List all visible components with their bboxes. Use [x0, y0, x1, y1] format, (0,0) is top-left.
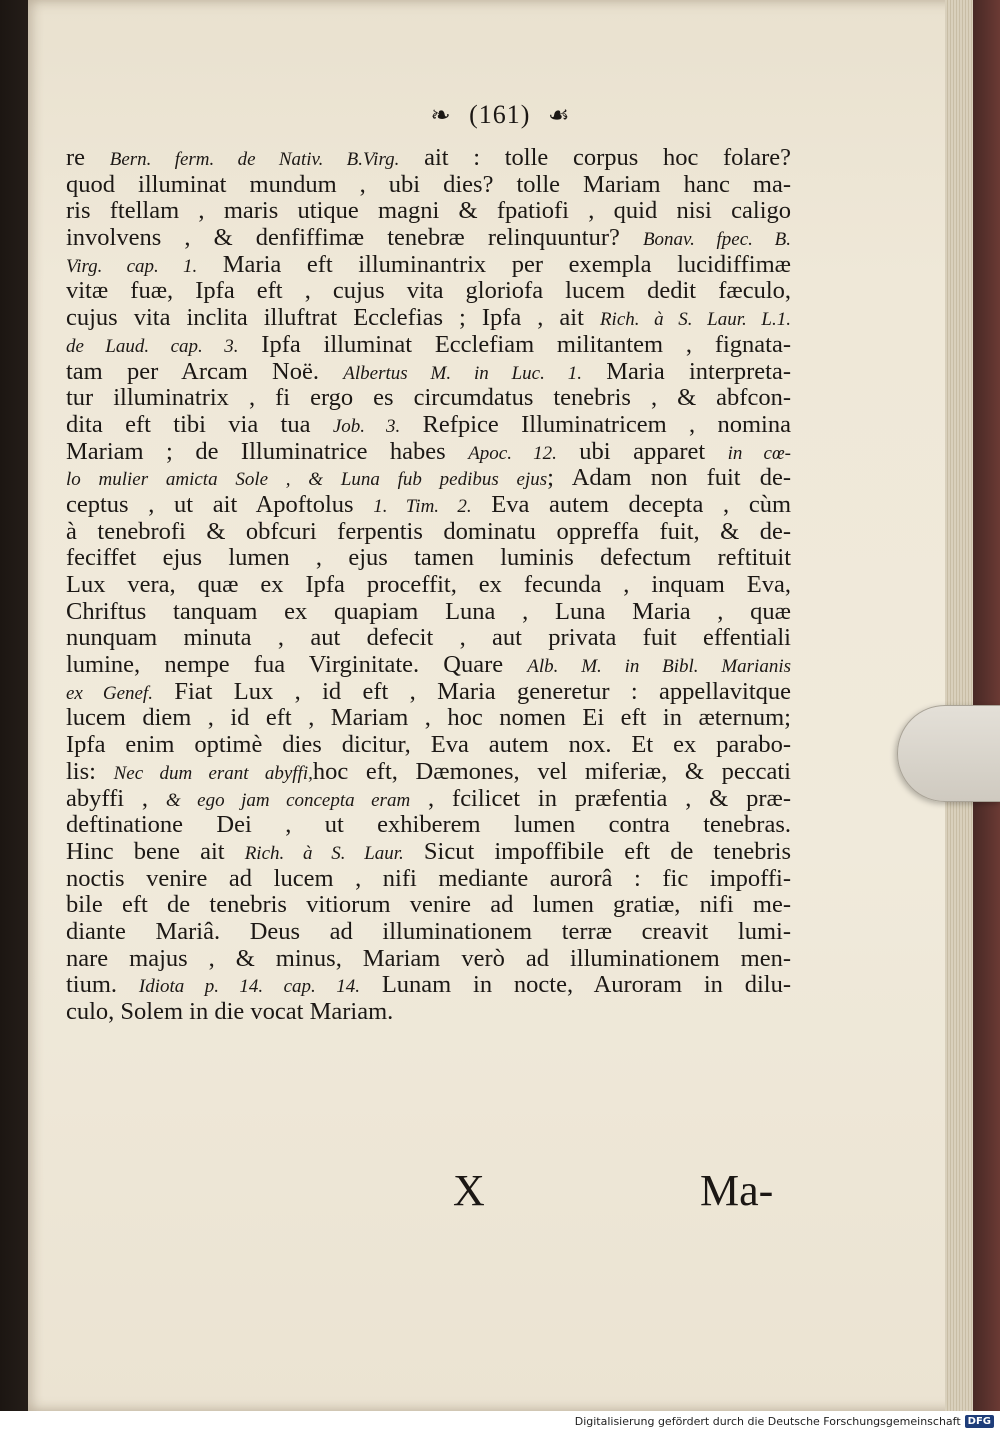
body-text [66, 145, 791, 1026]
text-line [66, 545, 791, 572]
ornament-right-icon: ☙ [547, 103, 571, 129]
text-segment: Hinc bene ait [66, 838, 245, 865]
text-line [66, 439, 791, 466]
text-segment: Lux vera, quæ ex Ipfa proceffit, ex fecunda , inquam Eva, [66, 572, 791, 598]
text-line [66, 759, 791, 786]
text-segment: tur illuminatrix , fi ergo es circumdatus tenebris , & abfcon- [66, 385, 791, 412]
text-segment: lucem diem , id eft , Mariam , hoc nomen Ei eft in æternum; [66, 705, 791, 732]
text-line [66, 999, 791, 1026]
text-segment: diante Mariâ. Deus ad illuminationem terræ creavit lumi- [66, 918, 791, 945]
citation-reference: ex Genef. [66, 682, 153, 704]
text-line [66, 465, 791, 492]
text-line [66, 652, 791, 679]
text-line [66, 866, 791, 893]
text-segment: ait : tolle corpus hoc folare? [399, 145, 791, 171]
text-segment: lis: [66, 758, 114, 785]
text-line [66, 812, 791, 839]
text-line [66, 786, 791, 813]
text-line [66, 705, 791, 732]
text-segment: deftinatione Dei , ut exhiberem lumen contra tenebras. [66, 812, 791, 839]
text-segment: Lunam in nocte, Auroram in dilu- [360, 972, 791, 999]
dfg-logo: DFG [965, 1415, 994, 1428]
text-segment: ceptus , ut ait Apoftolus [66, 491, 374, 518]
citation-reference: lo mulier amicta Sole , & Luna fub pedibus ejus [66, 469, 548, 491]
text-segment: Maria eft illuminantrix per exempla lucidiffimæ [197, 251, 791, 278]
text-segment: noctis venire ad lucem , nifi mediante aurorâ : fic impoffi- [66, 865, 791, 892]
text-line [66, 332, 791, 359]
text-segment: nunquam minuta , aut defecit , aut privata fuit effentiali [66, 625, 791, 652]
ornament-left-icon: ❧ [430, 103, 452, 129]
text-line [66, 892, 791, 919]
citation-reference: Rich. à S. Laur. L.1. [599, 309, 791, 331]
text-segment: , fcilicet in præfentia , & præ- [410, 785, 791, 812]
text-segment: Mariam ; de Illuminatrice habes [66, 438, 469, 465]
text-segment: à tenebrofi & obfcuri ferpentis dominatu oppreffa fuit, & de- [66, 518, 791, 545]
text-segment: tam per Arcam Noë. [66, 358, 344, 385]
text-line [66, 225, 791, 252]
text-line [66, 839, 791, 866]
citation-reference: Rich. à S. Laur. [244, 842, 404, 864]
text-segment: abyffi , [66, 785, 166, 812]
text-line [66, 572, 791, 599]
text-line [66, 599, 791, 626]
text-segment: culo, Solem in die vocat Mariam. [66, 999, 394, 1025]
text-segment: hoc eft, Dæmones, vel miferiæ, & peccati [312, 758, 791, 785]
citation-reference: de Laud. cap. 3. [66, 335, 239, 357]
text-line [66, 972, 791, 999]
citation-reference: in cœ- [727, 442, 791, 464]
page-header [28, 100, 973, 130]
citation-reference: Bonav. fpec. B. [642, 229, 791, 251]
text-segment: Eva autem decepta , cùm [471, 491, 791, 518]
citation-reference: Apoc. 12. [468, 442, 557, 464]
text-line [66, 492, 791, 519]
text-segment: dita eft tibi via tua [66, 411, 333, 438]
text-line [66, 172, 791, 199]
catchword: Ma- [700, 1166, 774, 1215]
page-clip [897, 705, 1000, 802]
citation-reference: 1. Tim. 2. [373, 495, 472, 517]
citation-reference: & ego jam concepta eram [165, 789, 411, 811]
text-segment: cujus vita inclita illuftrat Ecclefias ; Ipfa , ait [66, 305, 600, 332]
text-segment: nare majus , & minus, Mariam verò ad illuminationem men- [66, 945, 791, 972]
text-line [66, 145, 791, 172]
digitization-footer [0, 1411, 1000, 1431]
text-segment: tium. [66, 972, 139, 999]
text-segment: Fiat Lux , id eft , Maria generetur : appellavitque [152, 678, 791, 705]
text-segment: Ipfa illuminat Ecclefiam militantem , fignata- [238, 331, 791, 358]
text-segment: Refpice Illuminatricem , nomina [400, 411, 791, 438]
text-line [66, 359, 791, 386]
text-segment: feciffet ejus lumen , ejus tamen luminis defectum reftituit [66, 545, 791, 572]
text-segment: Chriftus tanquam ex quapiam Luna , Luna Maria , quæ [66, 598, 791, 625]
text-segment: ; Adam non fuit de- [547, 465, 791, 492]
text-line [66, 412, 791, 439]
text-line [66, 625, 791, 652]
citation-reference: Idiota p. 14. cap. 14. [138, 976, 360, 998]
citation-reference: Nec dum erant abyffi, [113, 762, 313, 784]
citation-reference: Virg. cap. 1. [66, 255, 198, 277]
text-line [66, 946, 791, 973]
text-line [66, 252, 791, 279]
text-line [66, 385, 791, 412]
text-segment: ris ftellam , maris utique magni & fpatiofi , quid nisi caligo [66, 198, 791, 225]
text-segment: re [66, 145, 110, 171]
text-segment: bile eft de tenebris vitiorum venire ad lumen gratiæ, nifi me- [66, 892, 791, 919]
text-segment: lumine, nempe fua Virginitate. Quare [66, 652, 528, 679]
citation-reference: Albertus M. in Luc. 1. [343, 362, 582, 384]
text-segment: quod illuminat mundum , ubi dies? tolle Mariam hanc ma- [66, 171, 791, 198]
text-segment: involvens , & denfiffimæ tenebræ relinquuntur? [66, 225, 643, 252]
book-page [28, 0, 973, 1411]
text-segment: ubi apparet [556, 438, 728, 465]
text-line [66, 919, 791, 946]
text-segment: Sicut impoffibile eft de tenebris [403, 838, 791, 865]
page-number: (161) [469, 100, 531, 129]
text-line [66, 278, 791, 305]
signature-mark: X [453, 1166, 485, 1215]
text-segment: Ipfa enim optimè dies dicitur, Eva autem nox. Et ex parabo- [66, 732, 791, 759]
text-line [66, 679, 791, 706]
text-line [66, 519, 791, 546]
funding-credit: Digitalisierung gefördert durch die Deutsche Forschungsgemeinschaft [574, 1414, 961, 1428]
citation-reference: Bern. ferm. de Nativ. B.Virg. [109, 149, 400, 170]
citation-reference: Alb. M. in Bibl. Marianis [527, 656, 791, 678]
text-segment: vitæ fuæ, Ipfa eft , cujus vita gloriofa lucem dedit fæculo, [66, 278, 791, 305]
text-line [66, 732, 791, 759]
text-line [66, 305, 791, 332]
citation-reference: Job. 3. [332, 415, 401, 437]
text-line [66, 198, 791, 225]
text-segment: Maria interpreta- [581, 358, 791, 385]
